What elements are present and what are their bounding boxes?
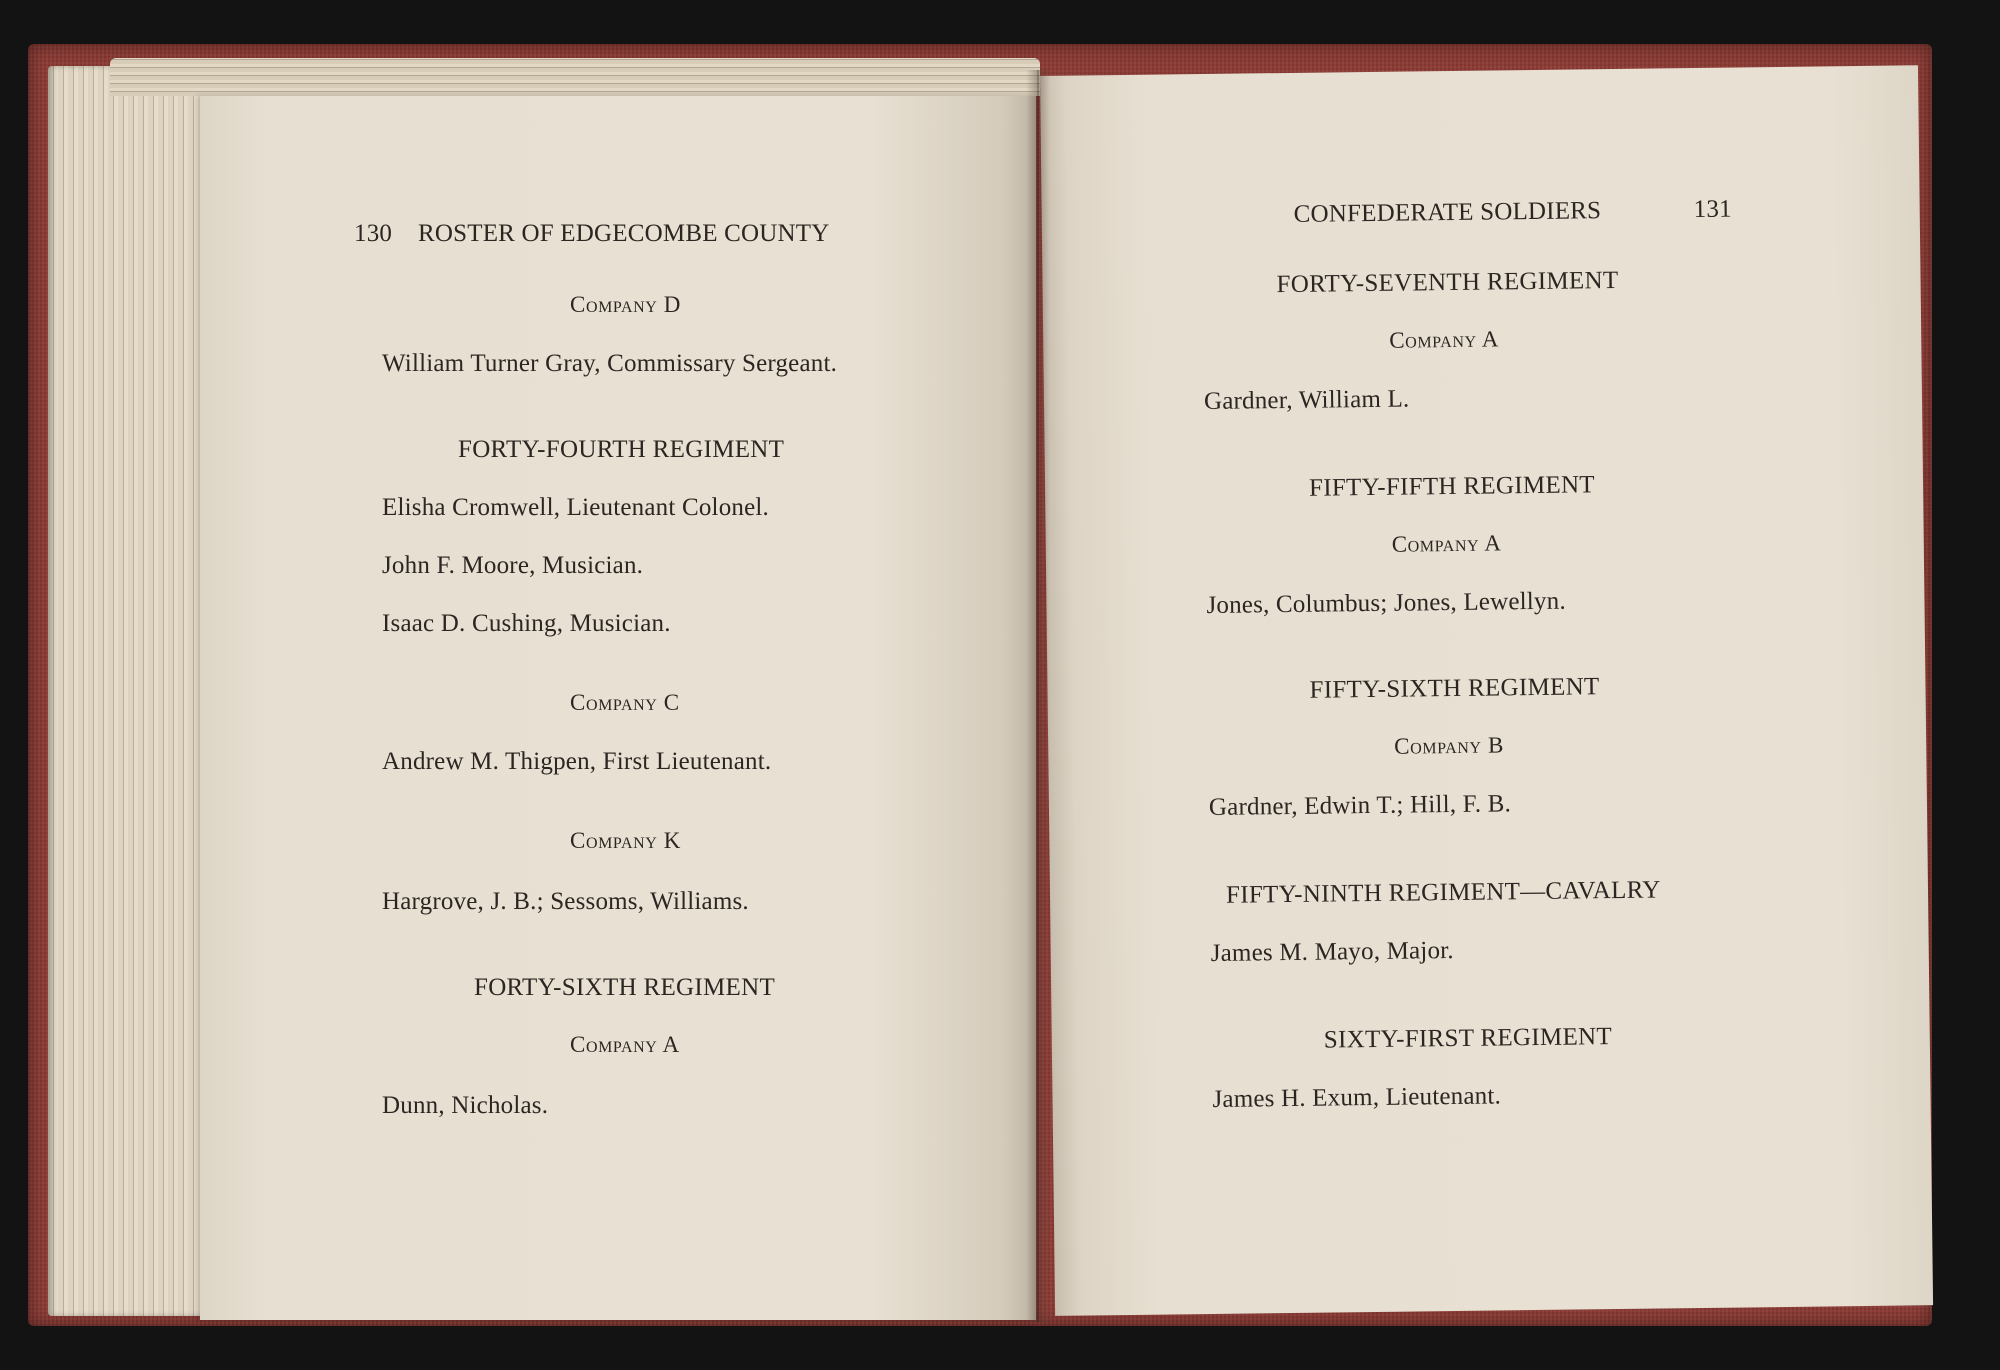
company-heading: Company K [570,828,681,853]
roster-entry: Isaac D. Cushing, Musician. [382,610,671,637]
page-edges-top [110,58,1040,96]
roster-entry: James H. Exum, Lieutenant. [1212,1082,1502,1113]
right-page [1040,65,1933,1316]
roster-entry: James M. Mayo, Major. [1210,937,1454,967]
regiment-heading: FIFTY-NINTH REGIMENT—CAVALRY [1225,876,1661,909]
left-running-head: ROSTER OF EDGECOMBE COUNTY [418,220,830,247]
roster-entry: Dunn, Nicholas. [382,1092,549,1119]
regiment-heading: FORTY-SEVENTH REGIMENT [1276,266,1619,299]
regiment-heading: FORTY-SIXTH REGIMENT [474,974,776,1001]
roster-entry: Hargrove, J. B.; Sessoms, Williams. [382,888,749,915]
regiment-heading: FORTY-FOURTH REGIMENT [458,436,785,463]
company-heading: Company C [570,690,680,715]
roster-entry: Gardner, Edwin T.; Hill, F. B. [1208,790,1512,821]
right-page-number: 131 [1693,195,1732,224]
roster-entry: John F. Moore, Musician. [382,552,644,579]
right-running-head: CONFEDERATE SOLDIERS [1293,197,1602,228]
regiment-heading: FIFTY-FIFTH REGIMENT [1308,471,1596,502]
roster-entry: William Turner Gray, Commissary Sergeant. [382,350,838,377]
left-page-number: 130 [354,220,393,247]
roster-entry: Jones, Columbus; Jones, Lewellyn. [1206,587,1566,620]
roster-entry: Elisha Cromwell, Lieutenant Colonel. [382,494,769,521]
company-heading: Company A [1391,530,1502,557]
page-edges-left [48,66,208,1316]
regiment-heading: SIXTY-FIRST REGIMENT [1323,1023,1613,1054]
regiment-heading: FIFTY-SIXTH REGIMENT [1309,673,1600,704]
left-page [200,96,1036,1320]
company-heading: Company B [1394,732,1505,759]
book-gutter [1026,70,1050,1322]
company-heading: Company D [570,292,681,317]
roster-entry: Gardner, William L. [1203,385,1410,416]
company-heading: Company A [570,1032,680,1057]
company-heading: Company A [1389,326,1500,353]
roster-entry: Andrew M. Thigpen, First Lieutenant. [382,748,772,775]
